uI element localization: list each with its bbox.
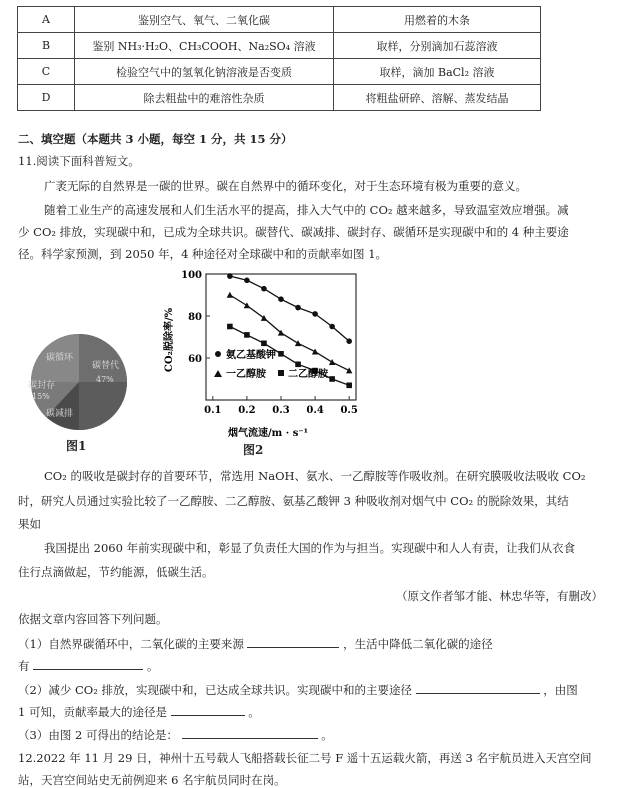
x-tick-label: 0.2 bbox=[238, 405, 256, 416]
q2-text-b: ，由图 bbox=[543, 683, 578, 697]
data-point-square bbox=[346, 383, 352, 389]
table-row bbox=[18, 59, 541, 85]
row-key: B bbox=[18, 33, 75, 59]
legend-label: 二乙醇胺 bbox=[288, 369, 328, 380]
paragraph-2-line2: 少 CO₂ 排放，实现碳中和，已成为全球共识。碳替代、碳减排、碳封存、碳循环是实现碳中和的 4 种主要途 bbox=[18, 225, 569, 239]
data-point-square bbox=[244, 332, 250, 338]
row-key: A bbox=[18, 7, 75, 33]
figure-1-pie bbox=[24, 332, 134, 432]
row-purpose: 检验空气中的氢氧化钠溶液是否变质 bbox=[75, 59, 334, 85]
row-purpose: 鉴别 NH₃·H₂O、CH₃COOH、Na₂SO₄ 溶液 bbox=[75, 33, 334, 59]
data-point-square bbox=[261, 341, 267, 347]
data-point-triangle bbox=[346, 367, 352, 373]
legend-marker-triangle bbox=[214, 370, 222, 377]
figure-1-caption: 图1 bbox=[66, 439, 87, 453]
source-note: （原文作者邹才能、林忠华等，有删改） bbox=[396, 589, 603, 603]
q3-text: （3）由图 2 可得出的结论是： bbox=[18, 728, 178, 742]
q1-text-a: （1）自然界碳循环中，二氧化碳的主要来源 bbox=[18, 637, 244, 651]
data-point-circle bbox=[329, 324, 335, 330]
pie-percent-storage: 15% bbox=[32, 392, 50, 401]
answer-blank-q2-paths[interactable] bbox=[416, 681, 540, 694]
question-2-line2 bbox=[18, 703, 260, 720]
question-prompt: 依据文章内容回答下列问题。 bbox=[18, 612, 168, 626]
data-point-triangle bbox=[244, 302, 250, 308]
data-point-circle bbox=[278, 296, 284, 302]
legend-label: 氨乙基酸钾 bbox=[226, 350, 276, 361]
figure-2-caption: 图2 bbox=[243, 443, 264, 457]
paragraph-4-line1: 我国提出 2060 年前实现碳中和，彰显了负责任大国的作为与担当。实现碳中和人人有责，让我们从衣食 bbox=[44, 541, 576, 555]
series-line-0 bbox=[230, 276, 349, 341]
data-point-triangle bbox=[329, 359, 335, 365]
q2-text-a: （2）减少 CO₂ 排放，实现碳中和，已达成全球共识。实现碳中和的主要途径 bbox=[18, 683, 412, 697]
legend-marker-square bbox=[278, 370, 284, 376]
x-tick-label: 0.5 bbox=[340, 405, 358, 416]
q3-period: 。 bbox=[321, 728, 333, 742]
row-key: C bbox=[18, 59, 75, 85]
pie-label-reduction: 碳减排 bbox=[46, 409, 74, 419]
pie-label-replacement: 碳替代 bbox=[92, 361, 120, 371]
data-point-triangle bbox=[227, 292, 233, 298]
row-purpose: 除去粗盐中的难溶性杂质 bbox=[75, 85, 334, 111]
legend bbox=[214, 348, 329, 380]
question-3-line bbox=[18, 726, 333, 743]
q1-text-c: 有 bbox=[18, 659, 30, 673]
question-1-line1 bbox=[18, 635, 493, 652]
data-point-circle bbox=[312, 311, 318, 317]
data-point-circle bbox=[261, 286, 267, 292]
row-method: 用燃着的木条 bbox=[334, 7, 541, 33]
pie-label-cycle: 碳循环 bbox=[46, 353, 74, 363]
options-table bbox=[17, 6, 541, 111]
row-method: 取样，滴加 BaCl₂ 溶液 bbox=[334, 59, 541, 85]
data-point-square bbox=[329, 376, 335, 382]
x-tick-label: 0.1 bbox=[204, 405, 222, 416]
paragraph-4-line2: 住行点滴做起，节约能源，低碳生活。 bbox=[18, 565, 214, 579]
table-row bbox=[18, 7, 541, 33]
row-method: 将粗盐研碎、溶解、蒸发结晶 bbox=[334, 85, 541, 111]
legend-label: 一乙醇胺 bbox=[226, 369, 266, 380]
figure-2-chart bbox=[150, 268, 380, 443]
q2-period: 。 bbox=[248, 705, 260, 719]
data-point-circle bbox=[346, 338, 352, 344]
data-point-circle bbox=[244, 278, 250, 284]
data-point-triangle bbox=[312, 349, 318, 355]
section-heading: 二、填空题（本题共 3 小题，每空 1 分，共 15 分） bbox=[18, 132, 293, 146]
data-point-square bbox=[278, 351, 284, 357]
data-point-circle bbox=[295, 305, 301, 311]
paragraph-2-line3: 径。科学家预测，到 2050 年，4 种途径对全球碳中和的贡献率如图 1。 bbox=[18, 247, 388, 261]
question-2-line1 bbox=[18, 681, 578, 698]
x-tick-label: 0.4 bbox=[306, 405, 324, 416]
table-row bbox=[18, 85, 541, 111]
data-point-square bbox=[227, 324, 233, 330]
answer-blank-q3-conclusion[interactable] bbox=[182, 726, 318, 739]
pie-label-storage: 碳封存 bbox=[28, 381, 56, 391]
q2-text-c: 1 可知，贡献率最大的途径是 bbox=[18, 705, 167, 719]
paragraph-2-line1: 随着工业生产的高速发展和人们生活水平的提高，排入大气中的 CO₂ 越来越多，导致温室效应增强。减 bbox=[44, 203, 569, 217]
pie-slice-replacement-2 bbox=[79, 382, 127, 430]
row-method: 取样，分别滴加石蕊溶液 bbox=[334, 33, 541, 59]
answer-blank-q1-source[interactable] bbox=[247, 635, 339, 648]
legend-marker-circle bbox=[215, 351, 221, 357]
paragraph-3-line3: 果如 bbox=[18, 517, 41, 531]
y-tick-label: 60 bbox=[188, 354, 202, 365]
question-12-line2: 站，天宫空间站史无前例迎来 6 名宇航员同时在岗。 bbox=[18, 773, 286, 787]
paragraph-3-line1: CO₂ 的吸收是碳封存的首要环节，常选用 NaOH、氨水、一乙醇胺等作吸收剂。在研究膜吸收法吸收 CO₂ bbox=[44, 469, 586, 483]
y-axis-label: CO₂脱除率/% bbox=[164, 307, 175, 373]
question-12-line1: 12.2022 年 11 月 29 日，神州十五号载人飞船搭载长征二号 F 遥十五运载火箭，再送 3 名宇航员进入天宫空间 bbox=[18, 751, 592, 765]
answer-blank-q1-way[interactable] bbox=[33, 657, 143, 670]
y-tick-label: 80 bbox=[188, 312, 202, 323]
question-11-title: 11.阅读下面科普短文。 bbox=[18, 154, 140, 168]
paragraph-3-line2: 时，研究人员通过实验比较了一乙醇胺、二乙醇胺、氨基乙酸钾 3 种吸收剂对烟气中 CO₂ 的脱除效果，其结 bbox=[18, 494, 569, 508]
x-axis-label: 烟气流速/m · s⁻¹ bbox=[228, 428, 308, 439]
q1-period: 。 bbox=[146, 659, 159, 673]
pie-percent-replacement: 47% bbox=[96, 375, 114, 384]
table-row bbox=[18, 33, 541, 59]
row-key: D bbox=[18, 85, 75, 111]
q1-text-b: ，生活中降低二氧化碳的途径 bbox=[343, 637, 493, 651]
data-point-circle bbox=[227, 273, 233, 279]
answer-blank-q2-largest[interactable] bbox=[171, 703, 245, 716]
y-tick-label: 100 bbox=[181, 270, 202, 281]
paragraph-1: 广袤无际的自然界是一碳的世界。碳在自然界中的循环变化，对于生态环境有极为重要的意义。 bbox=[44, 179, 527, 193]
question-1-line2 bbox=[18, 657, 158, 674]
data-point-square bbox=[295, 362, 301, 368]
data-point-triangle bbox=[295, 340, 301, 346]
x-tick-label: 0.3 bbox=[272, 405, 290, 416]
row-purpose: 鉴别空气、氧气、二氧化碳 bbox=[75, 7, 334, 33]
